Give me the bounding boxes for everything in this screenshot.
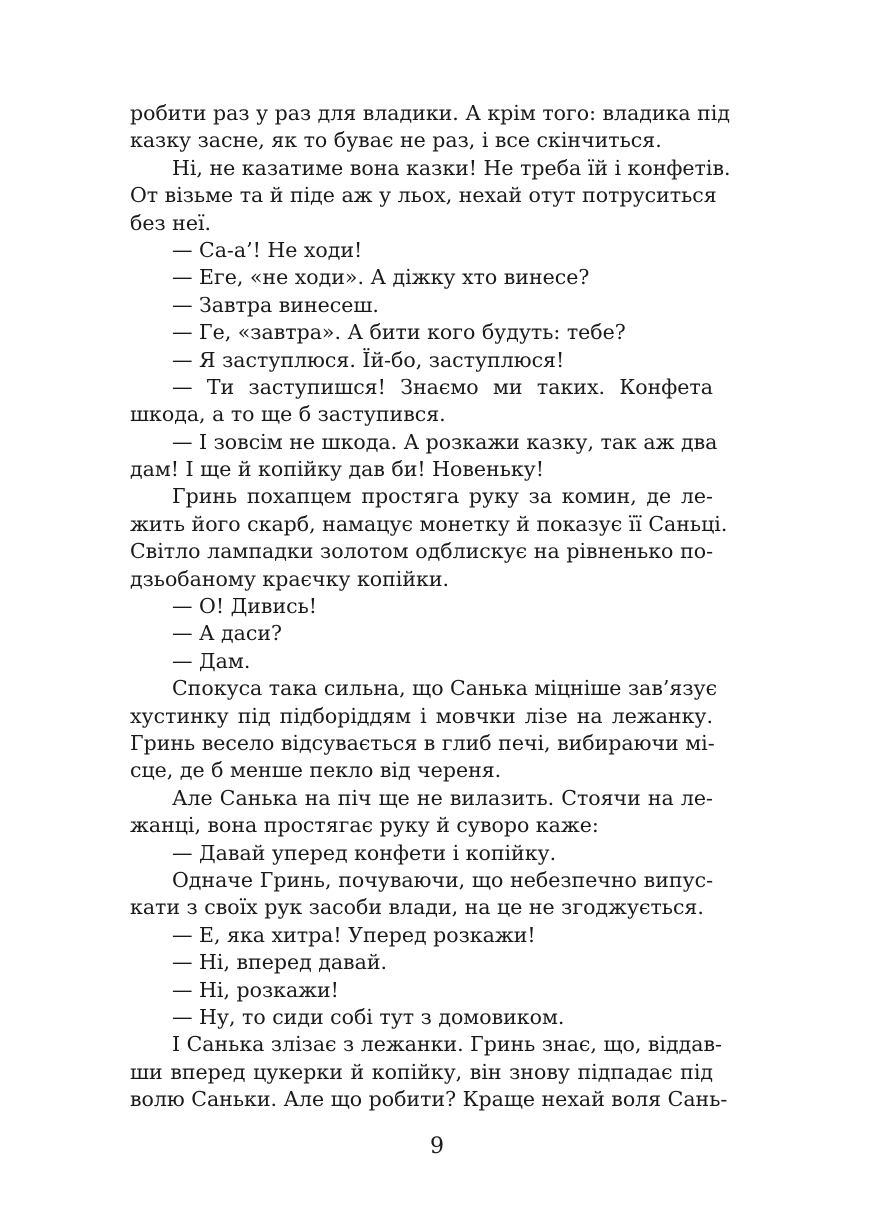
text-line: Але Санька на піч ще не вилазить. Стоячи на ле- (172, 785, 713, 810)
text-line: — Ти заступишся! Знаємо ми таких. Конфета (172, 374, 713, 399)
text-line: ши вперед цукерки й копійку, він знову підпадає під (130, 1059, 713, 1084)
text-line: жить його скарб, намацує монетку й показує її Саньці. (130, 511, 728, 536)
text-line: І Санька злізає з лежанки. Гринь знає, що, віддав- (172, 1032, 722, 1057)
text-line: Гринь весело відсувається в глиб печі, вибираючи мі- (130, 730, 715, 755)
text-line: кати з своїх рук засоби влади, на це не згоджується. (130, 895, 704, 920)
text-line: дам! І ще й копійку дав би! Новеньку! (130, 457, 544, 482)
text-line: — Ні, вперед давай. (172, 950, 387, 975)
text-line: шкода, а то ще б заступився. (130, 402, 446, 427)
text-line: — Еге, «не ходи». А діжку хто винесе? (172, 265, 590, 290)
text-line: жанці, вона простягає руку й суворо каже: (130, 813, 599, 838)
text-line: — Я заступлюся. Їй-бо, заступлюся! (172, 347, 565, 372)
text-line: От візьме та й піде аж у льох, нехай отут потруситься (130, 183, 717, 208)
text-line: без неї. (130, 210, 212, 235)
page-body (130, 100, 731, 1113)
text-line: робити раз у раз для владики. А крім того: владика під (130, 101, 730, 125)
text-line: Спокуса така сильна, що Санька міцніше зав’язує (172, 676, 718, 701)
text-line: Гринь похапцем простяга руку за комин, де ле- (172, 484, 713, 509)
text-line: — Дам. (172, 648, 251, 673)
text-line: Одначе Гринь, почуваючи, що небезпечно випус- (172, 867, 713, 892)
text-line: Світло лампадки золотом одблискує на рівненько по- (130, 539, 713, 564)
text-line: дзьобаному краєчку копійки. (130, 566, 450, 591)
text-line: — Ні, розкажи! (172, 977, 339, 1002)
text-line: — І зовсім не шкода. А розкажи казку, так аж два (172, 429, 718, 454)
text-line: — Давай уперед конфети і копійку. (172, 840, 557, 865)
text-line: — Завтра винесеш. (172, 292, 379, 317)
text-line: — Ге, «завтра». А бити кого будуть: тебе? (172, 320, 626, 345)
page-number: 9 (430, 1134, 444, 1159)
text-line: — Ну, то сиди собі тут з домовиком. (172, 1004, 565, 1029)
text-line: Ні, не казатиме вона казки! Не треба їй і конфетів. (172, 155, 731, 180)
text-line: — А даси? (172, 621, 283, 646)
text-line: — Е, яка хитра! Уперед розкажи! (172, 922, 536, 947)
text-line: хустинку під підборіддям і мовчки лізе на лежанку. (130, 703, 713, 728)
text-line: волю Саньки. Але що робити? Краще нехай воля Сань- (130, 1087, 728, 1112)
text-line: — Са-а’! Не ходи! (172, 237, 363, 262)
text-line: казку засне, як то буває не раз, і все скінчиться. (130, 128, 662, 153)
text-line: сце, де б менше пекло від череня. (130, 758, 502, 783)
text-line: — О! Дивись! (172, 594, 317, 619)
